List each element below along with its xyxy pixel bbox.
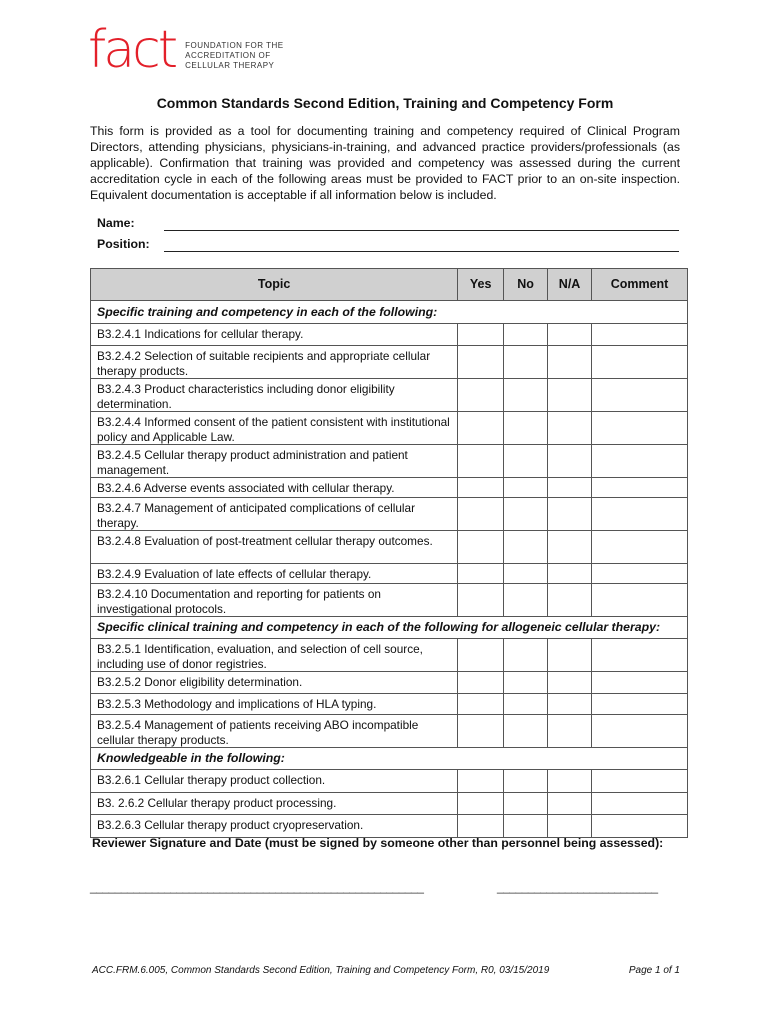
comment-cell[interactable] (592, 564, 688, 584)
date-field[interactable]: __________________________ (497, 880, 658, 894)
yes-cell[interactable] (458, 478, 504, 498)
na-cell[interactable] (548, 498, 592, 531)
footer-doc-id: ACC.FRM.6.005, Common Standards Second Edition, Training and Competency Form, R0, 03/15/2019 (92, 965, 550, 976)
yes-cell[interactable] (458, 715, 504, 748)
header-topic: Topic (91, 269, 458, 301)
topic-cell: B3.2.5.3 Methodology and implications of HLA typing. (91, 694, 458, 715)
yes-cell[interactable] (458, 379, 504, 412)
table-row (91, 445, 688, 478)
yes-cell[interactable] (458, 564, 504, 584)
section-heading: Specific training and competency in each of the following: (91, 301, 688, 324)
no-cell[interactable] (504, 770, 548, 793)
comment-cell[interactable] (592, 445, 688, 478)
no-cell[interactable] (504, 346, 548, 379)
logo-text (185, 41, 283, 71)
na-cell[interactable] (548, 531, 592, 564)
topic-cell: B3.2.4.3 Product characteristics including donor eligibility determination. (91, 379, 458, 412)
section-row (91, 748, 688, 770)
table-row (91, 694, 688, 715)
comment-cell[interactable] (592, 346, 688, 379)
topic-cell: B3.2.6.3 Cellular therapy product cryopreservation. (91, 815, 458, 838)
name-label: Name: (97, 216, 135, 230)
na-cell[interactable] (548, 639, 592, 672)
comment-cell[interactable] (592, 639, 688, 672)
comment-cell[interactable] (592, 815, 688, 838)
table-row (91, 346, 688, 379)
comment-cell[interactable] (592, 793, 688, 815)
signature-label: Reviewer Signature and Date (must be signed by someone other than personnel being assessed): (92, 836, 664, 850)
na-cell[interactable] (548, 584, 592, 617)
table-row (91, 815, 688, 838)
table-row (91, 715, 688, 748)
no-cell[interactable] (504, 694, 548, 715)
comment-cell[interactable] (592, 770, 688, 793)
table-row (91, 531, 688, 564)
topic-cell: B3.2.4.5 Cellular therapy product administration and patient management. (91, 445, 458, 478)
yes-cell[interactable] (458, 770, 504, 793)
comment-cell[interactable] (592, 584, 688, 617)
yes-cell[interactable] (458, 639, 504, 672)
no-cell[interactable] (504, 639, 548, 672)
no-cell[interactable] (504, 445, 548, 478)
signature-field[interactable]: ______________________________________________________ (90, 880, 424, 894)
comment-cell[interactable] (592, 379, 688, 412)
comment-cell[interactable] (592, 498, 688, 531)
topic-cell: B3.2.6.1 Cellular therapy product collection. (91, 770, 458, 793)
comment-cell[interactable] (592, 412, 688, 445)
position-field[interactable] (164, 239, 679, 252)
header-no: No (504, 269, 548, 301)
name-field[interactable] (164, 218, 679, 231)
logo-line: CELLULAR THERAPY (185, 61, 275, 70)
topic-cell: B3.2.4.4 Informed consent of the patient consistent with institutional policy and Applicable Law. (91, 412, 458, 445)
table-row (91, 498, 688, 531)
yes-cell[interactable] (458, 793, 504, 815)
topic-cell: B3.2.4.9 Evaluation of late effects of cellular therapy. (91, 564, 458, 584)
yes-cell[interactable] (458, 531, 504, 564)
topic-cell: B3.2.4.1 Indications for cellular therapy. (91, 324, 458, 346)
na-cell[interactable] (548, 672, 592, 694)
section-heading: Specific clinical training and competency in each of the following for allogeneic cellular therapy: (91, 617, 688, 639)
no-cell[interactable] (504, 531, 548, 564)
na-cell[interactable] (548, 793, 592, 815)
no-cell[interactable] (504, 564, 548, 584)
na-cell[interactable] (548, 379, 592, 412)
na-cell[interactable] (548, 346, 592, 379)
yes-cell[interactable] (458, 498, 504, 531)
section-heading: Knowledgeable in the following: (91, 748, 688, 770)
no-cell[interactable] (504, 672, 548, 694)
logo-line: ACCREDITATION OF (185, 51, 271, 60)
table-row (91, 770, 688, 793)
logo-mark: fact (88, 20, 176, 80)
header-comment: Comment (592, 269, 688, 301)
topic-cell: B3.2.5.1 Identification, evaluation, and selection of cell source, including use of donor registries. (91, 639, 458, 672)
na-cell[interactable] (548, 815, 592, 838)
comment-cell[interactable] (592, 672, 688, 694)
table-row (91, 324, 688, 346)
no-cell[interactable] (504, 584, 548, 617)
fact-logo (88, 20, 284, 80)
comment-cell[interactable] (592, 478, 688, 498)
na-cell[interactable] (548, 770, 592, 793)
topic-cell: B3.2.4.6 Adverse events associated with cellular therapy. (91, 478, 458, 498)
header-na: N/A (548, 269, 592, 301)
table-row (91, 412, 688, 445)
yes-cell[interactable] (458, 815, 504, 838)
comment-cell[interactable] (592, 531, 688, 564)
table-row (91, 379, 688, 412)
table-row (91, 584, 688, 617)
table-row (91, 478, 688, 498)
table-row (91, 639, 688, 672)
topic-cell: B3.2.4.7 Management of anticipated complications of cellular therapy. (91, 498, 458, 531)
na-cell[interactable] (548, 478, 592, 498)
comment-cell[interactable] (592, 694, 688, 715)
topic-cell: B3.2.4.10 Documentation and reporting for patients on investigational protocols. (91, 584, 458, 617)
logo-line: FOUNDATION FOR THE (185, 41, 284, 50)
yes-cell[interactable] (458, 694, 504, 715)
table-row (91, 793, 688, 815)
comment-cell[interactable] (592, 324, 688, 346)
section-row (91, 617, 688, 639)
yes-cell[interactable] (458, 445, 504, 478)
topic-cell: B3. 2.6.2 Cellular therapy product processing. (91, 793, 458, 815)
yes-cell[interactable] (458, 672, 504, 694)
footer-page: Page 1 of 1 (628, 965, 680, 976)
na-cell[interactable] (548, 564, 592, 584)
na-cell[interactable] (548, 715, 592, 748)
na-cell[interactable] (548, 445, 592, 478)
topic-cell: B3.2.5.4 Management of patients receiving ABO incompatible cellular therapy products. (91, 715, 458, 748)
topic-cell: B3.2.4.2 Selection of suitable recipients and appropriate cellular therapy products. (91, 346, 458, 379)
no-cell[interactable] (504, 379, 548, 412)
competency-table (90, 268, 688, 838)
yes-cell[interactable] (458, 584, 504, 617)
na-cell[interactable] (548, 324, 592, 346)
topic-cell: B3.2.4.8 Evaluation of post-treatment cellular therapy outcomes. (91, 531, 458, 564)
no-cell[interactable] (504, 324, 548, 346)
section-row (91, 301, 688, 324)
yes-cell[interactable] (458, 324, 504, 346)
no-cell[interactable] (504, 815, 548, 838)
na-cell[interactable] (548, 412, 592, 445)
na-cell[interactable] (548, 694, 592, 715)
table-row (91, 672, 688, 694)
header-yes: Yes (458, 269, 504, 301)
no-cell[interactable] (504, 498, 548, 531)
no-cell[interactable] (504, 793, 548, 815)
no-cell[interactable] (504, 412, 548, 445)
topic-cell: B3.2.5.2 Donor eligibility determination. (91, 672, 458, 694)
table-row (91, 564, 688, 584)
yes-cell[interactable] (458, 412, 504, 445)
page-title: Common Standards Second Edition, Training and Competency Form (156, 95, 614, 111)
yes-cell[interactable] (458, 346, 504, 379)
no-cell[interactable] (504, 715, 548, 748)
intro-paragraph: This form is provided as a tool for documenting training and competency required of Clinical Program Directors, attending physicians, physicians-in-training, and advanced practice providers/professionals (as applicable). Confirmation that training was provided and competency was assessed during the current accreditation cycle in each of the following areas must be provided to FACT prior to an on-site inspection. Equivalent documentation is acceptable if all information below is included. (90, 124, 680, 202)
comment-cell[interactable] (592, 715, 688, 748)
position-label: Position: (97, 237, 150, 251)
no-cell[interactable] (504, 478, 548, 498)
